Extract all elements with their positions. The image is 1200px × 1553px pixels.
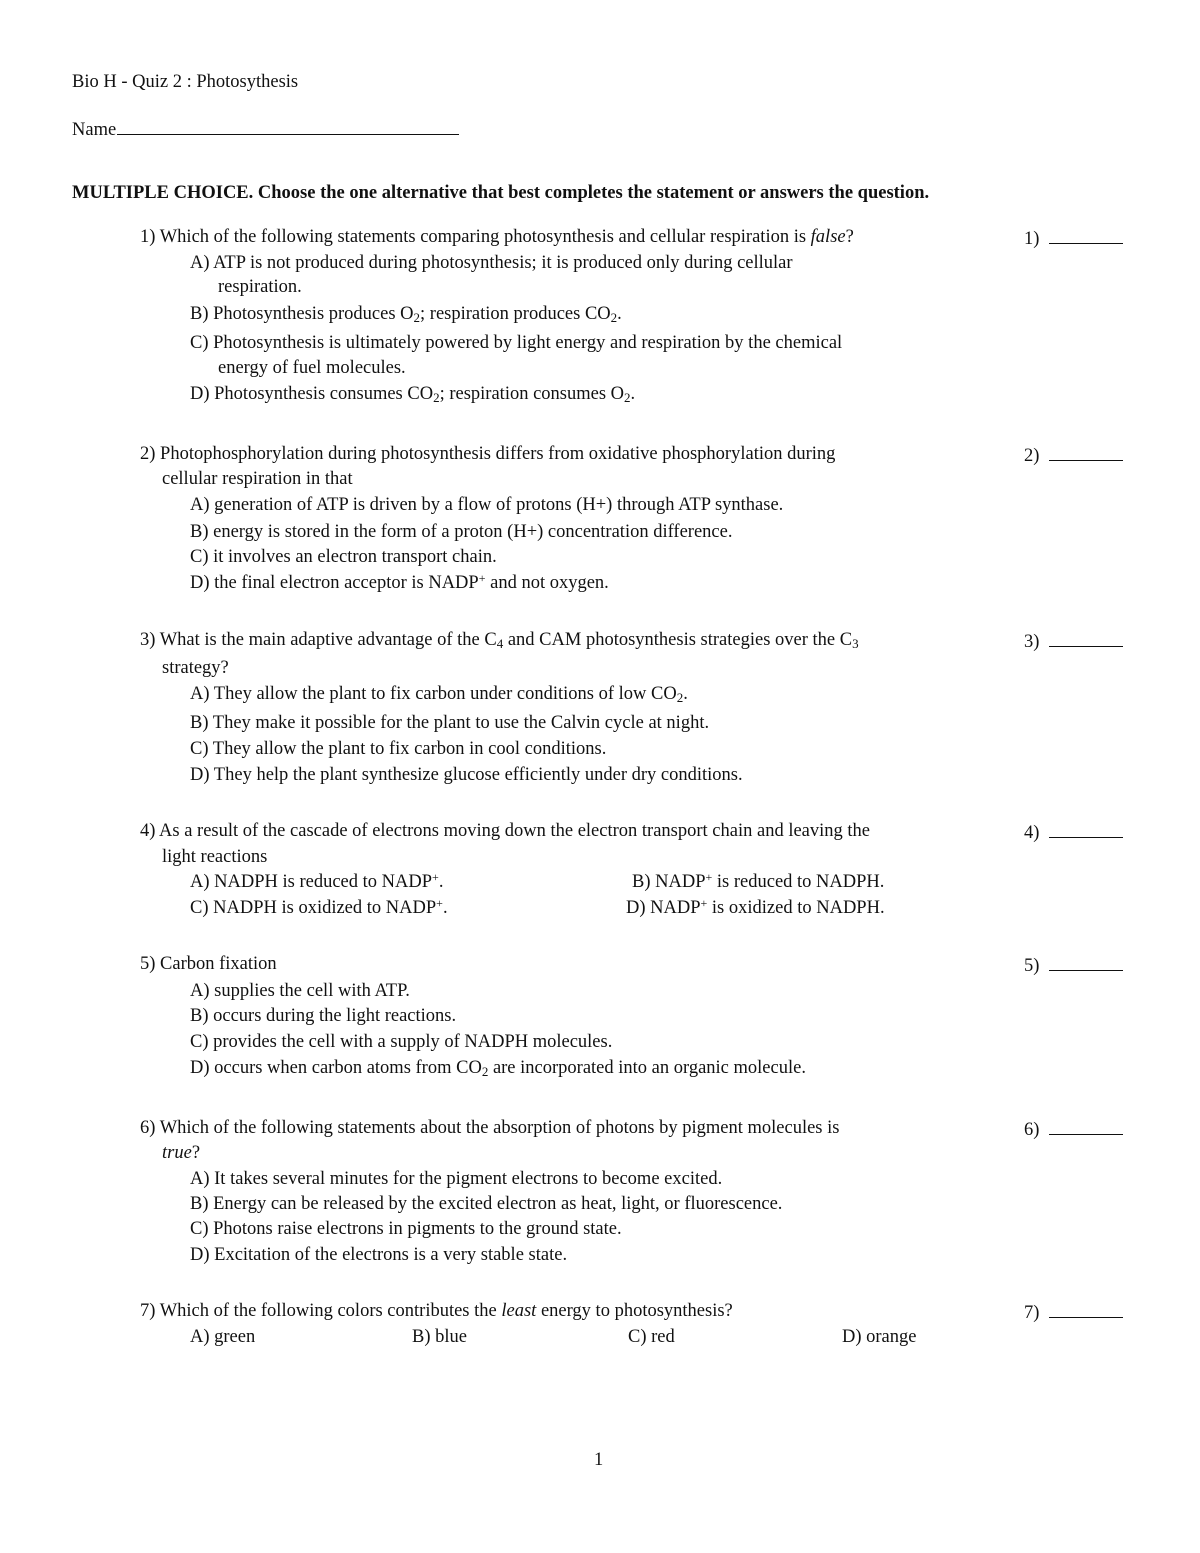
q6-option-a: A) It takes several minutes for the pigment electrons to become excited. [190, 1169, 723, 1189]
q2-option-a: A) generation of ATP is driven by a flow of protons (H+) through ATP synthase. [190, 495, 784, 515]
q3-option-c: C) They allow the plant to fix carbon in cool conditions. [190, 739, 607, 759]
q6-option-d: D) Excitation of the electrons is a very stable state. [190, 1245, 568, 1265]
q5-option-d: D) occurs when carbon atoms from $CO_2$ are incorporated into an organic molecule. [190, 1058, 806, 1079]
question-6-stem-cont: true? [162, 1143, 201, 1163]
q1-option-c: C) Photosynthesis is ultimately powered by light energy and respiration by the chemical [190, 333, 843, 353]
q2-option-c: C) it involves an electron transport chain. [190, 547, 497, 567]
q4-option-c: C) NADPH is oxidized to NADP+. [190, 896, 448, 918]
q4-option-d: D) NADP+ is oxidized to NADPH. [626, 896, 885, 918]
question-7-stem: 7) Which of the following colors contributes the least energy to photosynthesis? [140, 1301, 733, 1321]
q1-option-b: B) Photosynthesis produces $O_2$; respiration produces $CO_2$. [190, 304, 622, 325]
question-4-stem-cont: light reactions [162, 847, 268, 867]
q5-option-b: B) occurs during the light reactions. [190, 1006, 457, 1026]
q7-option-c: C) red [628, 1327, 675, 1347]
name-label: Name [72, 120, 117, 140]
answer-blank-2[interactable]: 2) [1024, 442, 1123, 467]
answer-blank-1[interactable]: 1) [1024, 225, 1123, 250]
q7-option-b: B) blue [412, 1327, 467, 1347]
name-row [72, 116, 459, 141]
q1-option-a: A) ATP is not produced during photosynthesis; it is produced only during cellular [190, 253, 793, 273]
question-2-stem: 2) Photophosphorylation during photosynthesis differs from oxidative phosphorylation during [140, 444, 836, 464]
q5-option-c: C) provides the cell with a supply of NADPH molecules. [190, 1032, 613, 1052]
q2-option-b: B) energy is stored in the form of a proton (H+) concentration difference. [190, 522, 733, 542]
answer-blank-3[interactable]: 3) [1024, 628, 1123, 653]
q4-option-b: B) NADP+ is reduced to NADPH. [632, 870, 885, 892]
q1-option-c-cont: energy of fuel molecules. [218, 358, 406, 378]
q1-option-d: D) Photosynthesis consumes $CO_2$; respiration consumes $O_2$. [190, 384, 636, 405]
page-number: 1 [594, 1450, 604, 1470]
q3-option-d: D) They help the plant synthesize glucose efficiently under dry conditions. [190, 765, 743, 785]
q6-option-b: B) Energy can be released by the excited electron as heat, light, or fluorescence. [190, 1194, 783, 1214]
question-4-stem: 4) As a result of the cascade of electrons moving down the electron transport chain and leaving the [140, 821, 870, 841]
name-field[interactable] [117, 116, 459, 135]
q2-option-d: D) the final electron acceptor is NADP+ and not oxygen. [190, 571, 609, 593]
answer-blank-6[interactable]: 6) [1024, 1116, 1123, 1141]
q3-option-b: B) They make it possible for the plant to use the Calvin cycle at night. [190, 713, 710, 733]
q6-option-c: C) Photons raise electrons in pigments to the ground state. [190, 1219, 622, 1239]
q3-option-a: A) They allow the plant to fix carbon under conditions of low $CO_2$. [190, 684, 688, 705]
instructions: MULTIPLE CHOICE. Choose the one alternative that best completes the statement or answers the question. [72, 183, 930, 203]
question-3-stem: 3) What is the main adaptive advantage of the $C_4$ and CAM photosynthesis strategies over the $C_3$ [140, 630, 859, 651]
question-5-stem: 5) Carbon fixation [140, 954, 277, 974]
question-2-stem-cont: cellular respiration in that [162, 469, 353, 489]
q5-option-a: A) supplies the cell with ATP. [190, 981, 410, 1001]
page-title: Bio H - Quiz 2 : Photosythesis [72, 72, 299, 92]
question-1-stem: 1) Which of the following statements comparing photosynthesis and cellular respiration is false? [140, 227, 854, 247]
answer-blank-4[interactable]: 4) [1024, 819, 1123, 844]
q7-option-a: A) green [190, 1327, 256, 1347]
answer-blank-7[interactable]: 7) [1024, 1299, 1123, 1324]
q1-option-a-cont: respiration. [218, 277, 302, 297]
answer-blank-5[interactable]: 5) [1024, 952, 1123, 977]
q7-option-d: D) orange [842, 1327, 917, 1347]
question-6-stem: 6) Which of the following statements about the absorption of photons by pigment molecules is [140, 1118, 840, 1138]
question-3-stem-cont: strategy? [162, 658, 229, 678]
q4-option-a: A) NADPH is reduced to NADP+. [190, 870, 444, 892]
